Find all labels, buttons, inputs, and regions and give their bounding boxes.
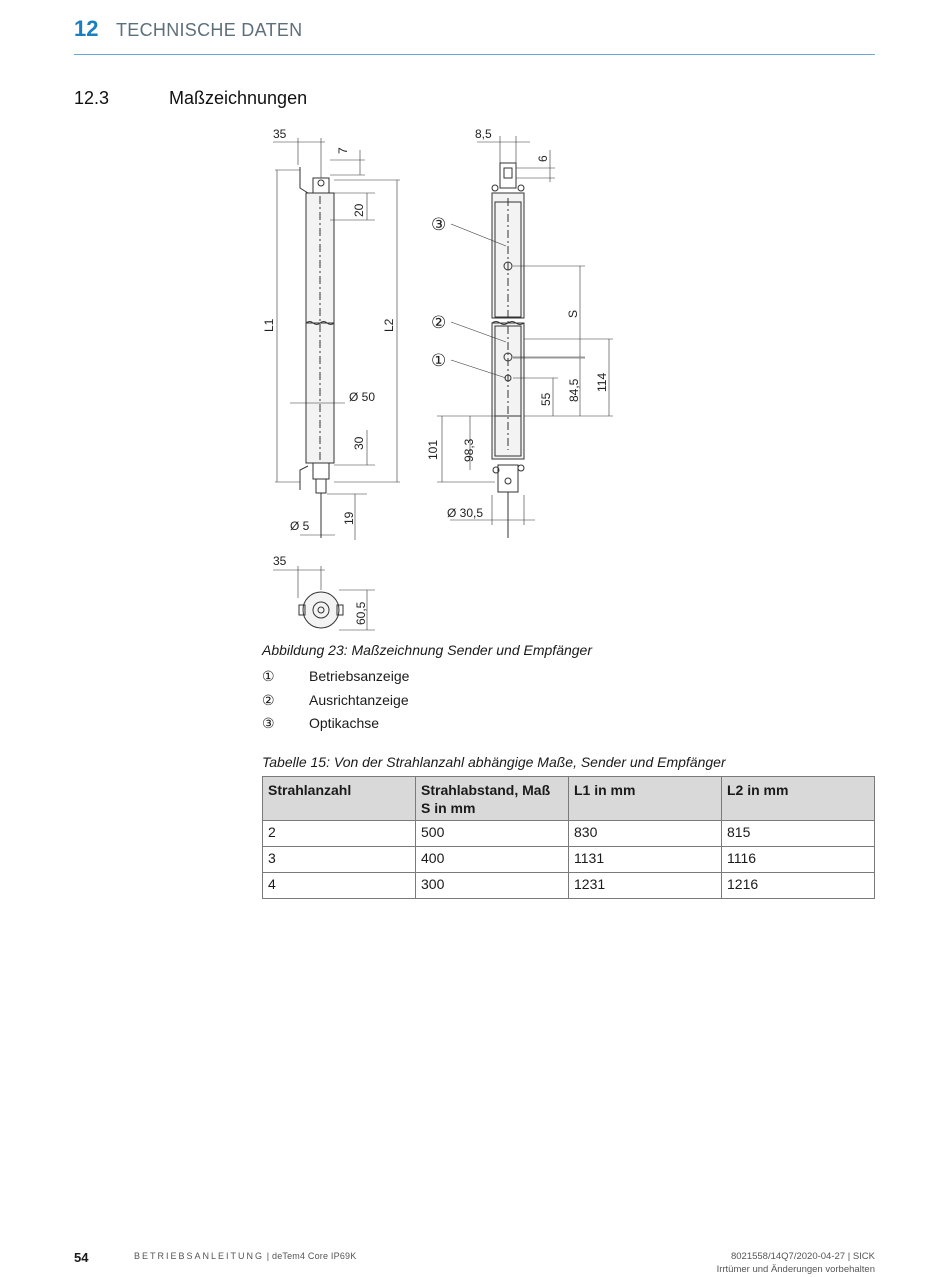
chapter-number: 12 [74,16,99,41]
section-title: Maßzeichnungen [169,88,308,108]
callout-3: ③ [431,215,447,234]
doc-type: BETRIEBSANLEITUNG [134,1251,265,1261]
footer-document-title [134,1251,356,1261]
column-header: L1 in mm [569,777,722,821]
dim-35-bottom: 35 [273,554,287,568]
dim-7: 7 [336,147,350,154]
table-row [263,821,875,847]
dim-diameter-5: Ø 5 [290,519,310,533]
document-id: 8021558/14Q7/2020-04-27 | SICK [730,1251,875,1262]
dim-114: 114 [595,372,609,392]
chapter-title: TECHNISCHE DATEN [116,20,303,40]
dimensions-table [262,776,875,899]
legend-text: Optikachse [309,715,380,731]
legend-marker: ③ [262,715,275,731]
dim-98-3: 98,3 [462,438,476,462]
callout-1: ① [431,351,447,370]
dim-30: 30 [352,436,366,450]
table-row [263,873,875,899]
table-cell: 300 [416,873,569,899]
legend-marker: ② [262,691,275,708]
table-cell: 1216 [722,873,875,899]
dim-S: S [566,309,580,318]
dim-6: 6 [536,155,550,162]
dim-35-top: 35 [273,127,287,141]
figure-caption: Abbildung 23: Maßzeichnung Sender und Empfänger [262,642,592,658]
dim-L2: L2 [382,318,396,332]
table-cell: 830 [569,821,722,847]
dimension-drawing [255,120,635,640]
table-cell: 1131 [569,847,722,873]
disclaimer: Irrtümer und Änderungen vorbehalten [716,1264,875,1275]
footer-separator: | [264,1251,272,1261]
callout-2: ② [431,313,447,332]
dim-L1: L1 [262,318,276,332]
dim-8-5: 8,5 [475,127,492,141]
dim-diameter-30-5: Ø 30,5 [447,506,484,520]
dim-84-5: 84,5 [567,378,581,402]
table-caption: Tabelle 15: Von der Strahlanzahl abhängige Maße, Sender und Empfänger [262,754,726,770]
dim-101: 101 [426,439,440,460]
legend-text: Betriebsanzeige [309,668,410,684]
table-cell: 3 [263,847,416,873]
dim-60-5: 60,5 [354,601,368,625]
table-cell: 4 [263,873,416,899]
column-header: Strahlabstand, Maß S in mm [416,777,569,821]
dim-55: 55 [539,392,553,406]
table-cell: 500 [416,821,569,847]
page-number: 54 [74,1250,89,1265]
table-cell: 815 [722,821,875,847]
section-number: 12.3 [74,88,110,108]
table-cell: 1231 [569,873,722,899]
dim-19: 19 [342,511,356,525]
table-row [263,847,875,873]
sender-side-view [273,138,400,540]
column-header: L2 in mm [722,777,875,821]
table-cell: 2 [263,821,416,847]
dim-20: 20 [352,203,366,217]
table-header-row [263,777,875,821]
receiver-side-view [437,136,613,538]
legend-text: Ausrichtanzeige [309,691,409,708]
product-name: deTem4 Core IP69K [271,1251,357,1261]
legend-marker: ① [262,668,275,684]
table-cell: 1116 [722,847,875,873]
footer-meta [717,1250,875,1276]
dim-diameter-50: Ø 50 [349,390,376,404]
table-cell: 400 [416,847,569,873]
page-header [74,16,875,55]
column-header: Strahlanzahl [263,777,416,821]
